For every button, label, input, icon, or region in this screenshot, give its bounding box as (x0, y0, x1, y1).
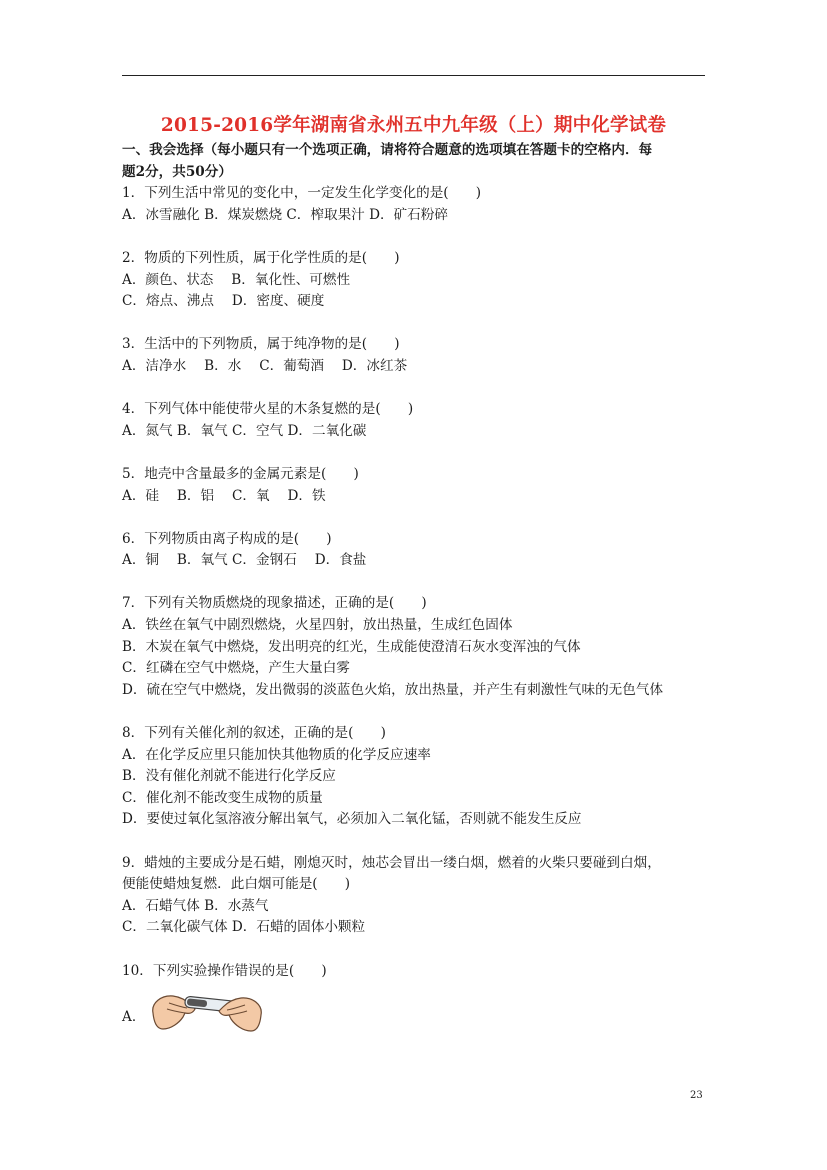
hands-holding-test-tube-icon (147, 983, 267, 1035)
section-heading-line-1: 一、我会选择（每小题只有一个选项正确，请将符合题意的选项填在答题卡的空格内．每 (122, 142, 653, 158)
question-line: A．铁丝在氧气中剧烈燃烧，火星四射，放出热量，生成红色固体 (122, 617, 513, 634)
page-title: 2015-2016学年湖南省永州五中九年级（上）期中化学试卷 (160, 115, 667, 136)
question-line: A．洁净水 B．水 C．葡萄酒 D．冰红茶 (122, 357, 408, 374)
question-line: 3．生活中的下列物质，属于纯净物的是( ) (122, 336, 400, 353)
question-2 (122, 248, 708, 313)
question-line: C．催化剂不能改变生成物的质量 (122, 789, 323, 806)
exam-content (122, 140, 708, 1036)
question-line: B．木炭在氧气中燃烧，发出明亮的红光，生成能使澄清石灰水变浑浊的气体 (122, 638, 581, 655)
section-heading-line-2: 题2分，共50分） (122, 163, 232, 180)
question-3 (122, 334, 708, 377)
question-line: C．二氧化碳气体 D．石蜡的固体小颗粒 (122, 919, 366, 936)
question-line: 10．下列实验操作错误的是( ) (122, 962, 327, 979)
option-a-row (122, 982, 708, 1036)
question-line: A．铜 B．氧气 C．金钢石 D．食盐 (122, 552, 367, 569)
question-line: 6．下列物质由离子构成的是( ) (122, 530, 332, 547)
question-line: A．石蜡气体 B．水蒸气 (122, 897, 269, 914)
question-line: A．在化学反应里只能加快其他物质的化学反应速率 (122, 746, 431, 763)
question-line: A．颜色、状态 B．氧化性、可燃性 (122, 271, 351, 288)
page-number: 23 (690, 1090, 703, 1101)
question-4 (122, 399, 708, 442)
question-6 (122, 529, 708, 572)
question-line: A．冰雪融化 B．煤炭燃烧 C．榨取果汁 D．矿石粉碎 (122, 206, 448, 223)
option-a-label: A． (122, 1009, 146, 1026)
header-rule (122, 75, 705, 76)
question-line: A．硅 B．铝 C．氧 D．铁 (122, 487, 326, 504)
question-line: 7．下列有关物质燃烧的现象描述，正确的是( ) (122, 595, 427, 612)
question-line: 1．下列生活中常见的变化中，一定发生化学变化的是( ) (122, 185, 482, 202)
question-line: 8．下列有关催化剂的叙述，正确的是( ) (122, 725, 386, 742)
question-10 (122, 961, 708, 1037)
question-line: 5．地壳中含量最多的金属元素是( ) (122, 465, 359, 482)
question-line: 4．下列气体中能使带火星的木条复燃的是( ) (122, 401, 414, 418)
question-1 (122, 183, 708, 226)
question-8 (122, 723, 708, 831)
question-5 (122, 464, 708, 507)
question-line: C．红磷在空气中燃烧，产生大量白雾 (122, 660, 350, 677)
question-7 (122, 593, 708, 701)
question-9 (122, 853, 708, 939)
question-line: B．没有催化剂就不能进行化学反应 (122, 768, 336, 785)
question-line: 便能使蜡烛复燃．此白烟可能是( ) (122, 876, 351, 893)
question-line: C．熔点、沸点 D．密度、硬度 (122, 293, 325, 310)
question-line: 9．蜡烛的主要成分是石蜡，刚熄灭时，烛芯会冒出一缕白烟，燃着的火柴只要碰到白烟， (122, 854, 661, 871)
question-line: A．氮气 B．氧气 C．空气 D．二氧化碳 (122, 422, 367, 439)
question-line: D．要使过氧化氢溶液分解出氧气，必须加入二氧化锰，否则就不能发生反应 (122, 811, 582, 828)
question-line: 2．物质的下列性质，属于化学性质的是( ) (122, 249, 400, 266)
question-line: D．硫在空气中燃烧，发出微弱的淡蓝色火焰，放出热量，并产生有刺激性气味的无色气体 (122, 681, 664, 698)
